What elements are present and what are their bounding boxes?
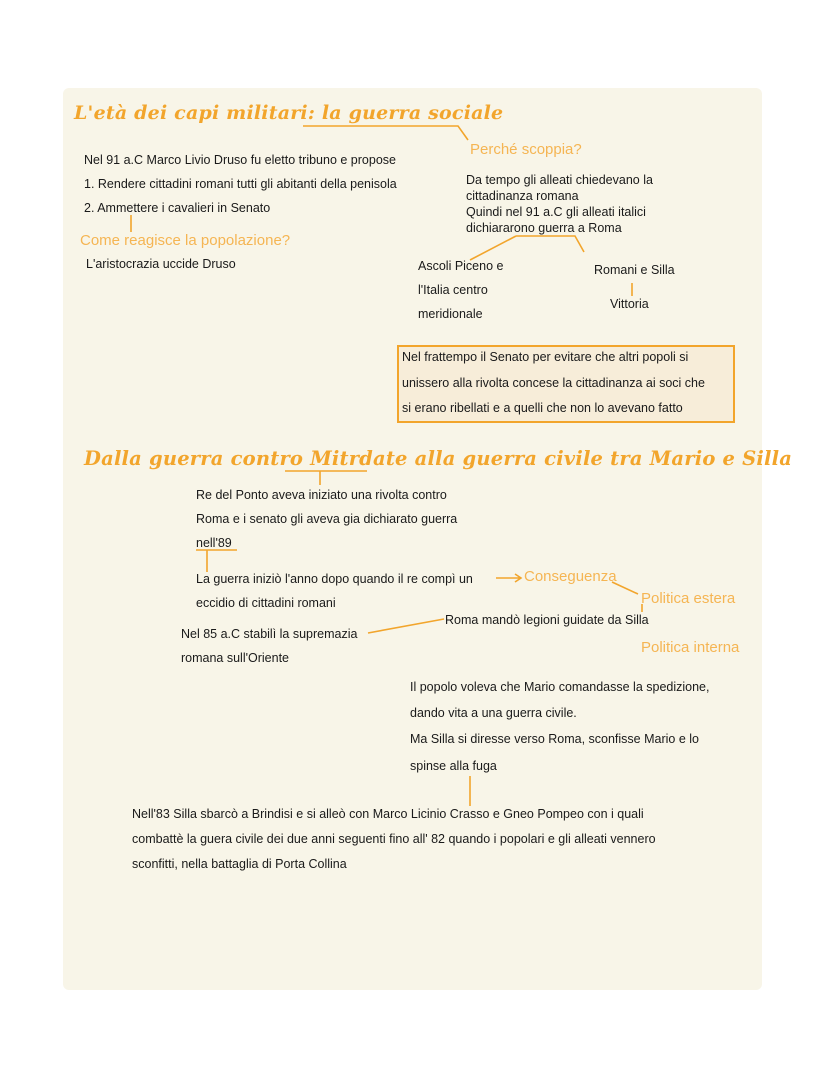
consequence-label: Conseguenza bbox=[524, 568, 617, 585]
final-line-2: combattè la guera civile dei due anni seguenti fino all' 82 quando i popolari e gli alleati vennero bbox=[132, 832, 656, 846]
civil-line-2: dando vita a una guerra civile. bbox=[410, 706, 577, 720]
supremacy-line-1: Nel 85 a.C stabilì la supremazia bbox=[181, 627, 358, 641]
final-line-3: sconfitti, nella battaglia di Porta Collina bbox=[132, 857, 347, 871]
title-highlight: la guerra sociale bbox=[321, 102, 504, 124]
outcome: Vittoria bbox=[610, 297, 649, 311]
nell89-connector bbox=[196, 550, 237, 572]
ponto-line-1: Re del Ponto aveva iniziato una rivolta contro bbox=[196, 488, 447, 502]
proposal-2: 2. Ammettere i cavalieri in Senato bbox=[84, 201, 271, 215]
final-line-1: Nell'83 Silla sbarcò a Brindisi e si alleò con Marco Licinio Crasso e Gneo Pompeo con i quali bbox=[132, 807, 644, 821]
ponto-line-3: nell'89 bbox=[196, 536, 232, 550]
war-line-2: eccidio di cittadini romani bbox=[196, 596, 336, 610]
question-why: Perché scoppia? bbox=[470, 141, 582, 158]
civil-line-3: Ma Silla si diresse verso Roma, sconfisse Mario e lo bbox=[410, 732, 699, 746]
side-b: Romani e Silla bbox=[594, 263, 675, 277]
civil-line-1: Il popolo voleva che Mario comandasse la spedizione, bbox=[410, 680, 710, 694]
title-text: alla guerra civile tra Mario e Silla bbox=[407, 447, 793, 470]
foreign-policy-label: Politica estera bbox=[641, 590, 736, 607]
sides-connector bbox=[470, 236, 584, 260]
civil-line-4: spinse alla fuga bbox=[410, 759, 497, 773]
title-underline-connector bbox=[303, 126, 468, 140]
war-line-1: La guerra iniziò l'anno dopo quando il re compì un bbox=[196, 572, 473, 586]
supremacy-connector bbox=[368, 619, 444, 633]
proposal-1: 1. Rendere cittadini romani tutti gli abitanti della penisola bbox=[84, 177, 397, 191]
side-a-line-1: Ascoli Piceno e bbox=[418, 259, 504, 273]
why-line-1: Da tempo gli alleati chiedevano la bbox=[466, 173, 653, 187]
section2-title bbox=[84, 447, 792, 470]
arrow-consequence bbox=[496, 574, 521, 582]
title-highlight: Mitrdate bbox=[310, 447, 408, 470]
title-text: Dalla guerra contro bbox=[84, 447, 311, 470]
question-reaction: Come reagisce la popolazione? bbox=[80, 232, 291, 249]
druso-intro: Nel 91 a.C Marco Livio Druso fu eletto tribuno e propose bbox=[84, 153, 396, 167]
domestic-policy-label: Politica interna bbox=[641, 639, 740, 656]
why-line-2: cittadinanza romana bbox=[466, 189, 579, 203]
mitridate-underline bbox=[285, 471, 367, 485]
supremacy-line-2: romana sull'Oriente bbox=[181, 651, 289, 665]
box-line-2: unissero alla rivolta concese la cittadinanza ai soci che bbox=[402, 376, 705, 390]
why-line-4: dichiararono guerra a Roma bbox=[466, 221, 622, 235]
box-line-3: si erano ribellati e a quelli che non lo avevano fatto bbox=[402, 401, 683, 415]
ponto-line-2: Roma e i senato gli aveva gia dichiarato guerra bbox=[196, 512, 458, 526]
legions-text: Roma mandò legioni guidate da Silla bbox=[445, 613, 649, 627]
why-line-3: Quindi nel 91 a.C gli alleati italici bbox=[466, 205, 646, 219]
answer-reaction: L'aristocrazia uccide Druso bbox=[86, 257, 236, 271]
side-a-line-2: l'Italia centro bbox=[418, 283, 488, 297]
section1-title bbox=[74, 102, 503, 124]
box-line-1: Nel frattempo il Senato per evitare che altri popoli si bbox=[402, 350, 689, 364]
title-text: L'età dei capi militari: bbox=[74, 102, 322, 124]
side-a-line-3: meridionale bbox=[418, 307, 483, 321]
